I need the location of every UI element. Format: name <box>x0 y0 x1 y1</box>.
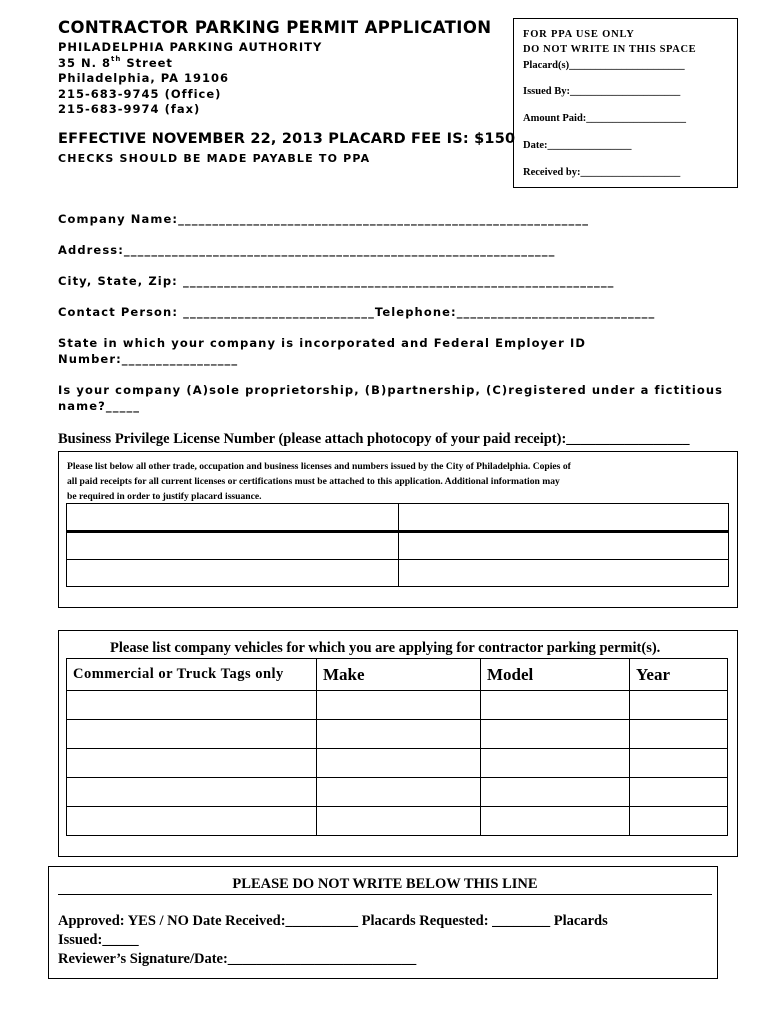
business-privilege-license-field[interactable]: Business Privilege License Number (please attach photocopy of your paid receipt):_________________ <box>58 431 690 447</box>
licenses-table <box>66 503 729 587</box>
vehicle-cell[interactable] <box>481 720 630 749</box>
license-cell[interactable] <box>399 532 729 560</box>
reviewer-signature-field[interactable]: Reviewer’s Signature/Date:__________________________ <box>58 951 417 967</box>
table-row <box>67 778 728 807</box>
address-field[interactable]: Address:_______________________________________________________________ <box>58 243 556 257</box>
federal-id-field[interactable]: Number:_________________ <box>58 352 239 366</box>
ppa-box-heading: FOR PPA USE ONLY <box>523 29 635 40</box>
city-line: Philadelphia, PA 19106 <box>58 71 230 85</box>
incorporation-question: State in which your company is incorporated and Federal Employer ID <box>58 336 586 350</box>
table-row <box>67 720 728 749</box>
company-type-field[interactable]: name?_____ <box>58 399 141 413</box>
vehicle-cell[interactable] <box>481 749 630 778</box>
col-make-header: Make <box>317 659 481 691</box>
table-header-row <box>67 659 728 691</box>
vehicle-cell[interactable] <box>481 807 630 836</box>
approval-line[interactable]: Approved: YES / NO Date Received:__________ Placards Requested: ________ Placards <box>58 913 608 929</box>
org-name: PHILADELPHIA PARKING AUTHORITY <box>58 40 323 54</box>
city-state-zip-field[interactable]: City, State, Zip: _______________________________________________________________ <box>58 274 615 288</box>
placards-field[interactable]: Placard(s)______________________ <box>523 60 685 71</box>
license-cell[interactable] <box>67 560 399 587</box>
fax-number: 215-683-9974 (fax) <box>58 102 201 116</box>
vehicle-cell[interactable] <box>630 720 728 749</box>
table-row <box>67 560 729 587</box>
vehicle-cell[interactable] <box>481 691 630 720</box>
contact-telephone-field[interactable]: Contact Person: ____________________________Telephone:_____________________________ <box>58 305 656 319</box>
vehicle-cell[interactable] <box>630 691 728 720</box>
received-by-field[interactable]: Received by:___________________ <box>523 167 681 178</box>
vehicle-cell[interactable] <box>67 749 317 778</box>
office-use-heading: PLEASE DO NOT WRITE BELOW THIS LINE <box>58 876 712 895</box>
vehicle-cell[interactable] <box>67 778 317 807</box>
license-cell[interactable] <box>67 532 399 560</box>
street-ordinal: th <box>111 55 122 63</box>
vehicle-cell[interactable] <box>630 749 728 778</box>
placards-issued-field[interactable]: Issued:_____ <box>58 932 139 948</box>
issued-by-field[interactable]: Issued By:_____________________ <box>523 86 681 97</box>
table-row <box>67 807 728 836</box>
company-name-field[interactable]: Company Name:____________________________________________________________ <box>58 212 590 226</box>
vehicle-cell[interactable] <box>317 807 481 836</box>
licenses-note-line: be required in order to justify placard issuance. <box>67 491 262 502</box>
vehicles-table <box>66 658 728 836</box>
vehicle-cell[interactable] <box>630 778 728 807</box>
street-number: 35 N. 8 <box>58 56 112 70</box>
street-address <box>58 55 173 70</box>
vehicle-cell[interactable] <box>67 720 317 749</box>
vehicle-cell[interactable] <box>67 807 317 836</box>
vehicle-cell[interactable] <box>481 778 630 807</box>
form-title: CONTRACTOR PARKING PERMIT APPLICATION <box>58 18 492 37</box>
col-model-header: Model <box>481 659 630 691</box>
street-name: Street <box>121 56 173 70</box>
checks-note: CHECKS SHOULD BE MADE PAYABLE TO PPA <box>58 152 371 165</box>
license-cell[interactable] <box>67 504 399 532</box>
office-phone: 215-683-9745 (Office) <box>58 87 222 101</box>
amount-paid-field[interactable]: Amount Paid:___________________ <box>523 113 687 124</box>
table-row <box>67 691 728 720</box>
table-row <box>67 504 729 532</box>
license-cell[interactable] <box>399 560 729 587</box>
ppa-box-warning: DO NOT WRITE IN THIS SPACE <box>523 44 697 55</box>
licenses-note-line: Please list below all other trade, occupation and business licenses and numbers issued by the City of Philadelphia. Copies of <box>67 461 571 472</box>
vehicle-cell[interactable] <box>317 778 481 807</box>
fee-notice: EFFECTIVE NOVEMBER 22, 2013 PLACARD FEE IS: $150 <box>58 131 516 147</box>
vehicles-heading: Please list company vehicles for which you are applying for contractor parking permit(s). <box>110 640 661 656</box>
ppa-date-field[interactable]: Date:________________ <box>523 140 632 151</box>
vehicle-cell[interactable] <box>630 807 728 836</box>
vehicle-cell[interactable] <box>317 720 481 749</box>
license-cell[interactable] <box>399 504 729 532</box>
table-row <box>67 749 728 778</box>
vehicle-cell[interactable] <box>67 691 317 720</box>
col-year-header: Year <box>630 659 728 691</box>
table-row <box>67 532 729 560</box>
licenses-note-line: all paid receipts for all current licenses or certifications must be attached to this application. Additional information may <box>67 476 560 487</box>
col-tags-header: Commercial or Truck Tags only <box>67 659 317 691</box>
company-type-question: Is your company (A)sole proprietorship, (B)partnership, (C)registered under a fictitious <box>58 383 724 397</box>
vehicle-cell[interactable] <box>317 691 481 720</box>
vehicle-cell[interactable] <box>317 749 481 778</box>
